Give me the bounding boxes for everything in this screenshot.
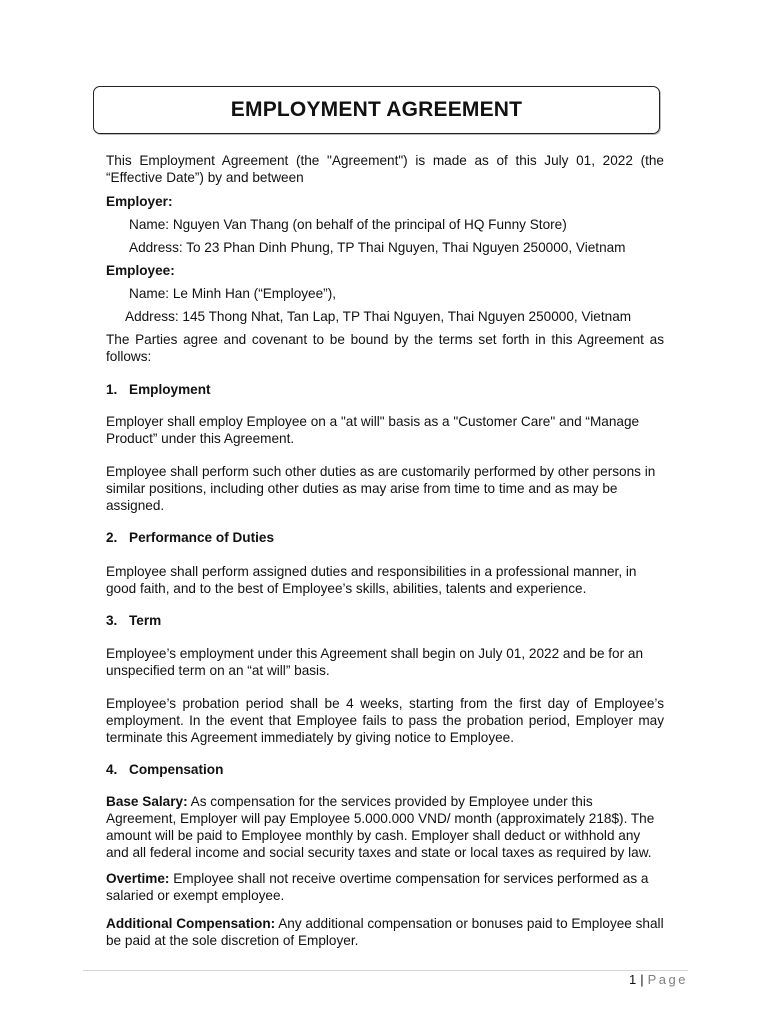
section-heading-compensation <box>106 761 664 778</box>
term-paragraph-1: Employee’s employment under this Agreement shall begin on July 01, 2022 and be for an unspecified term on an “at will” basis. <box>106 646 644 678</box>
additional-compensation-label: Additional Compensation: <box>106 916 276 931</box>
base-salary-paragraph <box>106 793 664 861</box>
section-title: Employment <box>129 382 211 397</box>
section-title: Compensation <box>129 762 224 777</box>
overtime-paragraph <box>106 870 664 904</box>
employment-paragraph-2: Employee shall perform such other duties as are customarily performed by other persons in similar positions, including other duties as may arise from time to time and as may be assigned. <box>106 464 656 513</box>
section-title: Term <box>129 613 162 628</box>
base-salary-label: Base Salary: <box>106 794 188 809</box>
employee-name: Name: Le Minh Han (“Employee”), <box>129 286 336 301</box>
employment-paragraph-1: Employer shall employ Employee on a "at will" basis as a "Customer Care" and “Manage Product” under this Agreement. <box>106 414 640 446</box>
section-number: 1. <box>106 382 118 397</box>
overtime-text: Employee shall not receive overtime compensation for services performed as a salaried or exempt employee. <box>106 871 649 903</box>
additional-compensation-text: Any additional compensation or bonuses paid to Employee shall be paid at the sole discretion of Employer. <box>106 916 664 948</box>
page-label: Page <box>647 972 688 987</box>
overtime-label: Overtime: <box>106 871 170 886</box>
employer-address: Address: To 23 Phan Dinh Phung, TP Thai Nguyen, Thai Nguyen 250000, Vietnam <box>129 240 626 255</box>
title-box <box>93 86 660 134</box>
section-heading-employment <box>106 381 664 398</box>
footer-separator: | <box>640 972 644 987</box>
employer-name: Name: Nguyen Van Thang (on behalf of the principal of HQ Funny Store) <box>129 217 567 232</box>
section-heading-performance <box>106 529 664 546</box>
intro-paragraph: This Employment Agreement (the "Agreement") is made as of this July 01, 2022 (the “Effective Date”) by and between <box>106 153 664 185</box>
section-number: 4. <box>106 762 118 777</box>
parties-agree-paragraph: The Parties agree and covenant to be bound by the terms set forth in this Agreement as follows: <box>106 332 664 364</box>
page-number: 1 <box>629 972 637 987</box>
term-paragraph-2: Employee’s probation period shall be 4 weeks, starting from the first day of Employee’s employment. In the event that Employee fails to pass the probation period, Employer may terminate this Agreement immediately by giving notice to Employee. <box>106 696 664 745</box>
employer-label: Employer: <box>106 194 173 209</box>
section-number: 3. <box>106 613 118 628</box>
section-heading-term <box>106 612 664 629</box>
employee-label: Employee: <box>106 263 175 278</box>
section-number: 2. <box>106 530 118 545</box>
footer-divider <box>83 970 688 971</box>
additional-compensation-paragraph <box>106 915 664 949</box>
base-salary-text: As compensation for the services provided by Employee under this Agreement, Employer will pay Employee 5.000.000 VND/ month (approximately 218$). The amount will be paid to Employee monthly by cash. Employer shall deduct or withhold any and all federal income and social security taxes and state or local taxes as required by law. <box>106 794 655 860</box>
document-title: EMPLOYMENT AGREEMENT <box>230 98 523 121</box>
performance-paragraph-1: Employee shall perform assigned duties and responsibilities in a professional manner, in good faith, and to the best of Employee’s skills, abilities, talents and experience. <box>106 564 637 596</box>
page-footer <box>629 972 688 987</box>
employee-address: Address: 145 Thong Nhat, Tan Lap, TP Thai Nguyen, Thai Nguyen 250000, Vietnam <box>125 309 632 324</box>
section-title: Performance of Duties <box>129 530 275 545</box>
